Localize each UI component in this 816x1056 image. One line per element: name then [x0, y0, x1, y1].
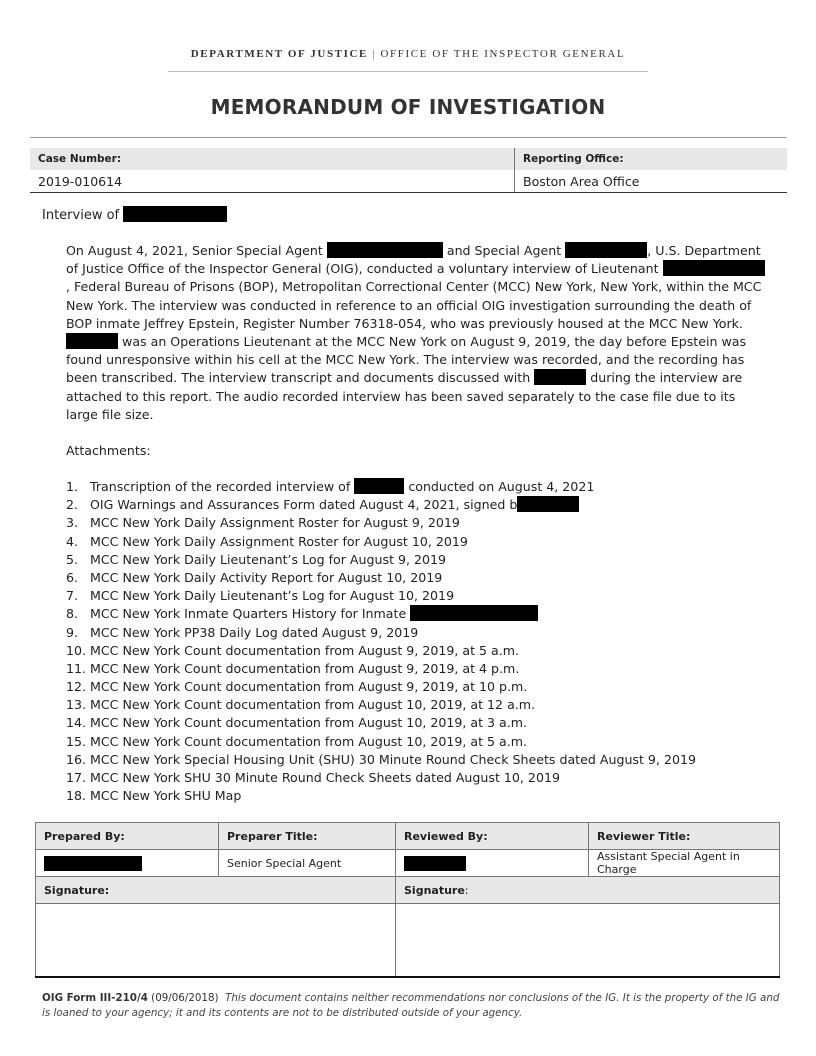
list-item	[66, 605, 696, 623]
item-text: MCC New York Inmate Quarters History for Inmate	[90, 606, 407, 622]
item-number: 16.	[66, 751, 87, 767]
item-number: 13.	[66, 697, 87, 713]
signature-label-colon: :	[464, 883, 469, 897]
item-number: 17.	[66, 770, 87, 785]
list-item	[66, 533, 696, 551]
narrative-text: was an Operations Lieutenant at the MCC New York on August 9, 2019, the day before Epstein was found unresponsive within his cell at the MCC New York. The interview was recorded, and the recording has been transcribed. The interview transcript and documents discussed with	[66, 334, 747, 386]
page-title: MEMORANDUM OF INVESTIGATION	[210, 95, 606, 119]
signature-label-text: Signature	[404, 883, 465, 897]
redaction-box	[565, 242, 647, 258]
list-item	[66, 478, 696, 496]
reviewed-by-label: Reviewed By:	[396, 823, 589, 850]
item-text: MCC New York Count documentation from August 9, 2019, at 5 a.m.	[90, 642, 520, 658]
item-number: 3.	[66, 515, 79, 531]
list-item	[66, 496, 696, 514]
item-number: 18.	[66, 788, 87, 804]
header-separator: |	[372, 48, 377, 60]
item-text: MCC New York SHU 30 Minute Round Check Sheets dated August 10, 2019	[90, 770, 560, 785]
item-number: 11.	[66, 660, 87, 676]
redaction-box	[517, 496, 579, 512]
item-number: 8.	[66, 606, 79, 622]
redaction-box	[123, 206, 227, 222]
item-number: 9.	[66, 624, 79, 640]
list-item	[66, 660, 696, 678]
reviewer-title-value: Assistant Special Agent in Charge	[589, 850, 780, 877]
narrative-text: and Special Agent	[446, 243, 562, 258]
item-text: MCC New York SHU Map	[90, 788, 242, 804]
preparer-title-label: Preparer Title:	[219, 823, 396, 850]
redaction-box	[354, 478, 404, 494]
list-item	[66, 587, 696, 605]
item-text: OIG Warnings and Assurances Form dated August 4, 2021, signed b	[90, 497, 518, 513]
list-item	[66, 714, 696, 732]
item-number: 2.	[66, 497, 79, 513]
item-text: MCC New York Count documentation from August 9, 2019, at 10 p.m.	[90, 679, 528, 695]
item-number: 7.	[66, 588, 79, 604]
prepared-by-value	[36, 850, 219, 877]
item-number: 10.	[66, 642, 87, 658]
redaction-box	[534, 369, 586, 385]
item-text: MCC New York Daily Activity Report for August 10, 2019	[90, 569, 443, 585]
item-text: MCC New York Daily Lieutenant’s Log for August 10, 2019	[90, 588, 455, 604]
redaction-box	[404, 856, 466, 871]
case-number-value: 2019-010614	[30, 170, 515, 193]
item-number: 5.	[66, 551, 79, 567]
redaction-box	[66, 333, 118, 349]
narrative-text: On August 4, 2021, Senior Special Agent	[66, 243, 323, 258]
narrative-paragraph	[66, 242, 766, 424]
item-number: 12.	[66, 679, 87, 695]
attachments-list	[66, 478, 696, 805]
redaction-box	[44, 856, 142, 871]
redaction-box	[410, 605, 538, 621]
form-date: (09/06/2018)	[151, 992, 219, 1004]
item-text: MCC New York Daily Assignment Roster for August 9, 2019	[90, 515, 460, 531]
item-text: conducted on August 4, 2021	[408, 479, 595, 494]
item-text: MCC New York Daily Lieutenant’s Log for August 9, 2019	[90, 551, 447, 567]
item-number: 14.	[66, 715, 87, 731]
divider	[30, 137, 787, 138]
item-number: 4.	[66, 533, 79, 549]
signature-field-reviewer[interactable]	[396, 904, 780, 978]
item-text: MCC New York Count documentation from August 9, 2019, at 4 p.m.	[90, 660, 520, 676]
list-item	[66, 569, 696, 587]
agency-header	[0, 48, 816, 60]
case-info-table	[30, 148, 787, 193]
list-item	[66, 769, 696, 787]
item-text: MCC New York Count documentation from August 10, 2019, at 3 a.m.	[90, 715, 528, 731]
list-item	[66, 751, 696, 769]
office-name: OFFICE OF THE INSPECTOR GENERAL	[380, 48, 626, 60]
form-code: OIG Form III-210/4	[42, 992, 148, 1004]
signature-field-preparer[interactable]	[36, 904, 396, 978]
form-footer	[42, 991, 782, 1021]
list-item	[66, 624, 696, 642]
list-item	[66, 733, 696, 751]
list-item	[66, 787, 696, 805]
item-number: 6.	[66, 569, 79, 585]
item-text: Transcription of the recorded interview of	[90, 479, 351, 494]
item-text: MCC New York PP38 Daily Log dated August 9, 2019	[90, 624, 419, 640]
reviewer-title-label: Reviewer Title:	[589, 823, 780, 850]
signature-label-preparer: Signature:	[36, 877, 396, 904]
redaction-box	[327, 242, 443, 258]
reporting-office-value: Boston Area Office	[515, 170, 788, 193]
narrative-text: during the interview are attached to this report. The audio recorded interview has been saved separately to the case file due to its large file size.	[66, 370, 743, 422]
narrative-text: , Federal Bureau of Prisons (BOP), Metropolitan Correctional Center (MCC) New York, New York, within the MCC New York. The interview was conducted in reference to an official OIG investigation surrounding the death of BOP inmate Jeffrey Epstein, Register Number 76318-054, who was previously housed at the MCC New York.	[66, 279, 762, 331]
item-text: MCC New York Special Housing Unit (SHU) 30 Minute Round Check Sheets dated August 9, 2019	[90, 751, 697, 767]
list-item	[66, 551, 696, 569]
interview-of-line	[42, 206, 227, 223]
interview-of-label: Interview of	[42, 208, 120, 223]
signature-label-reviewer	[396, 877, 780, 904]
list-item	[66, 678, 696, 696]
item-number: 1.	[66, 479, 79, 494]
redaction-box	[663, 260, 765, 276]
list-item	[66, 696, 696, 714]
narrative-text: , U.S. Department of Justice Office of the Inspector General (OIG), conducted a voluntary interview of Lieutenant	[66, 243, 761, 277]
reporting-office-label: Reporting Office:	[515, 148, 788, 170]
item-text: MCC New York Daily Assignment Roster for August 10, 2019	[90, 533, 468, 549]
item-text: MCC New York Count documentation from August 10, 2019, at 5 a.m.	[90, 733, 528, 749]
footer-notice: This document contains neither recommendations nor conclusions of the IG. It is the property of the IG and is loaned to your agency; it and its contents are not to be distributed outside of your agency.	[42, 992, 780, 1019]
header-rule	[168, 71, 648, 72]
signoff-table	[35, 822, 780, 978]
item-text: MCC New York Count documentation from August 10, 2019, at 12 a.m.	[90, 697, 536, 713]
agency-name: DEPARTMENT OF JUSTICE	[190, 48, 368, 60]
preparer-title-value: Senior Special Agent	[219, 850, 396, 877]
item-number: 15.	[66, 733, 87, 749]
reviewed-by-value	[396, 850, 589, 877]
prepared-by-label: Prepared By:	[36, 823, 219, 850]
attachments-heading: Attachments:	[66, 443, 151, 458]
list-item	[66, 642, 696, 660]
list-item	[66, 514, 696, 532]
case-number-label: Case Number:	[30, 148, 515, 170]
